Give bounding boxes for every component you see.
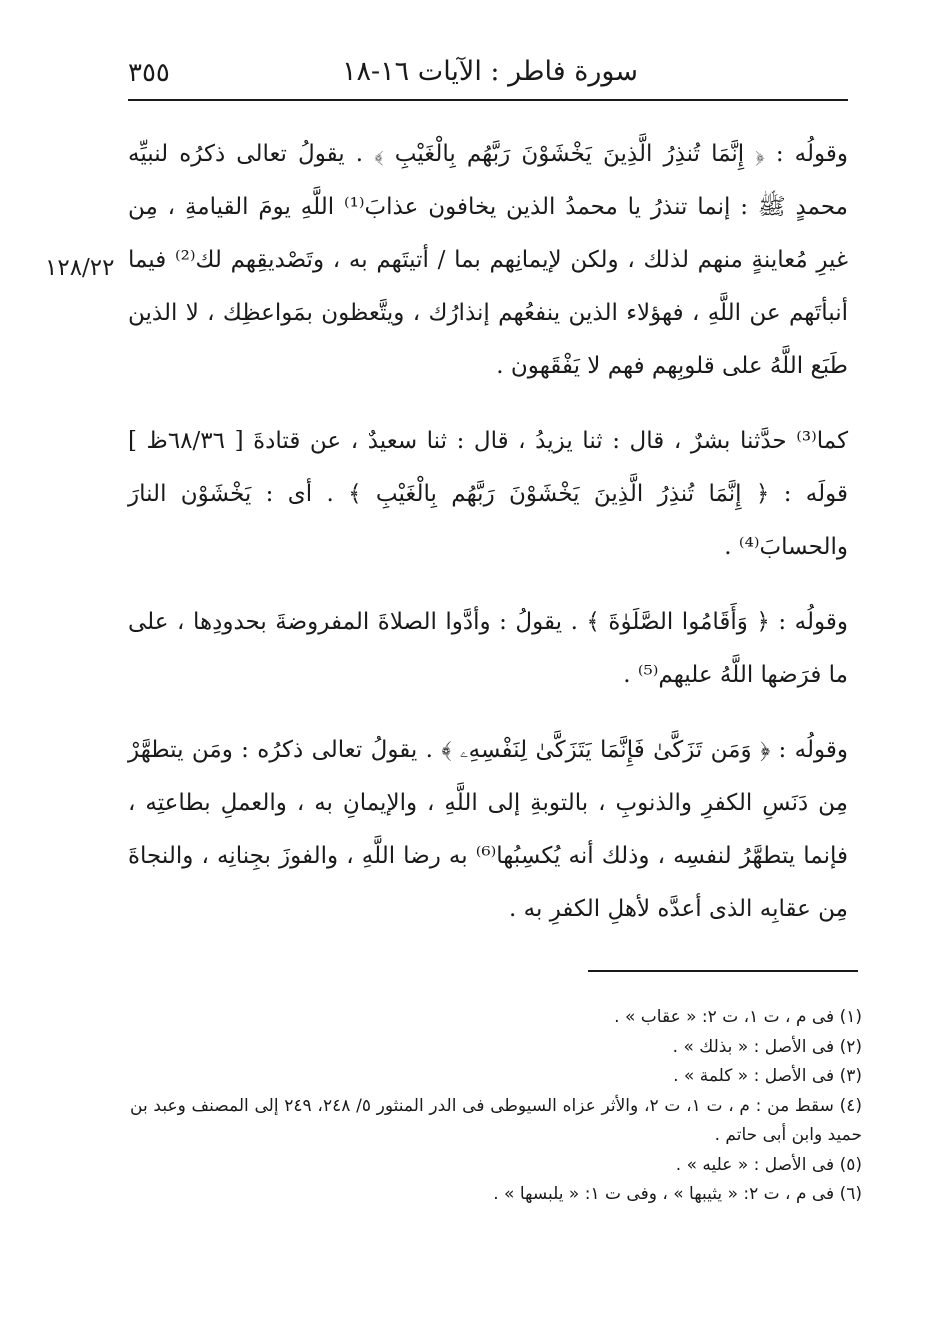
- footnote: (٤) سقط من : م ، ت ١، ت ٢، والأثر عزاه السيوطى فى الدر المنثور ٥/ ٢٤٨، ٢٤٩ إلى المصنف وعبد بن حميد وابن أبى حاتم .: [130, 1095, 863, 1145]
- paragraph: وقولُه : ﴿ وَمَن تَزَكَّىٰ فَإِنَّمَا يَتَزَكَّىٰ لِنَفْسِهِۦ ﴾ . يقولُ تعالى ذكرُه : ومَن يتطهَّرْ مِن دَنَسِ الكفرِ والذنوبِ ، بالتوبةِ إلى اللَّهِ ، والإيمانِ به ، والعملِ بطاعتِه ، فإنما يتطهَّرُ لنفسِه ، وذلك أنه يُكسِبُها⁽⁶⁾ به رضا اللَّهِ ، والفوزَ بجِنانِه ، والنجاةَ مِن عقابِه الذى أعدَّه لأهلِ الكفرِ به .: [128, 737, 848, 922]
- header-rule: [128, 99, 848, 101]
- page-number: ٣٥٥: [128, 58, 170, 88]
- paragraph: وقولُه : ﴿ وَأَقَامُوا الصَّلَوٰةَ ﴾ . يقولُ : وأدَّوا الصلاةَ المفروضةَ بحدودِها ، على ما فرَضها اللَّهُ عليهم⁽⁵⁾ .: [128, 609, 848, 688]
- footnote: (١) فى م ، ت ١، ت ٢: « عقاب » .: [614, 1007, 862, 1027]
- running-head: سورة فاطر : الآيات ١٦-١٨: [342, 56, 638, 87]
- footnote: (٦) فى م ، ت ٢: « يثيبها » ، وفى ت ١: « يلبسها » .: [493, 1184, 862, 1204]
- footnote: (٣) فى الأصل : « كلمة » .: [673, 1066, 862, 1086]
- paragraph: وقولُه : ﴿ إِنَّمَا تُنذِرُ الَّذِينَ يَخْشَوْنَ رَبَّهُم بِالْغَيْبِ ﴾ . يقولُ تعالى ذكرُه لنبيِّه محمدٍ ﷺ : إنما تنذرُ يا محمدُ الذين يخافون عذابَ⁽¹⁾ اللَّهِ يومَ القيامةِ ، مِن غيرِ مُعاينةٍ منهم لذلك ، ولكن لإيمانِهم بما / أتيتَهم به ، وتَصْديقِهم لك⁽²⁾ فيما أنبأتَهم عن اللَّهِ ، فهؤلاء الذين ينفعُهم إنذارُك ، ويتَّعظون بمَواعظِك ، لا الذين طَبَع اللَّهُ على قلوبِهم فهم لا يَفْقَهون .: [128, 141, 849, 379]
- margin-note: ١٢٨/٢٢: [45, 255, 115, 281]
- footnote: (٥) فى الأصل : « عليه » .: [675, 1154, 862, 1175]
- footnote-rule: [588, 970, 858, 972]
- paragraph: كما⁽³⁾ حدَّثنا بشرٌ ، قال : ثنا يزيدُ ، قال : ثنا سعيدٌ ، عن قتادةَ [ ٦٨/٣٦ظ ] قولَه : ﴿ إِنَّمَا تُنذِرُ الَّذِينَ يَخْشَوْنَ رَبَّهُم بِالْغَيْبِ ﴾ . أى : يَخْشَوْن النارَ والحسابَ⁽⁴⁾ .: [128, 428, 849, 560]
- main-text: [128, 128, 848, 958]
- footnotes: [130, 1003, 862, 1210]
- footnote: (٢) فى الأصل : « بذلك » .: [672, 1036, 862, 1057]
